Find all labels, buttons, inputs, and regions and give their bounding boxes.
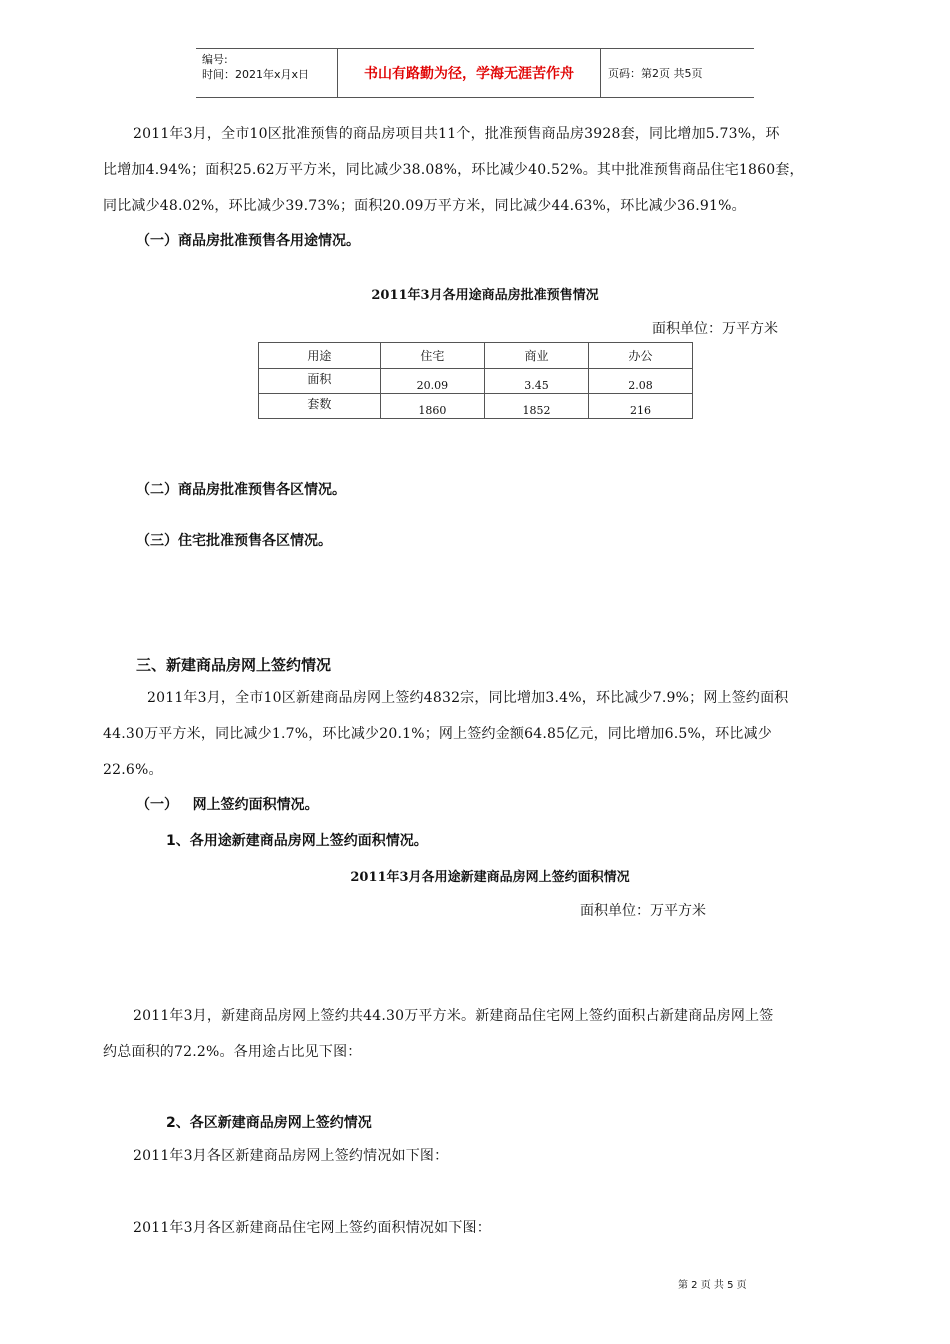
header-page: 页码：第2页 共5页 <box>608 67 703 80</box>
table-cell: 1860 <box>380 394 484 419</box>
sub1-2-heading: 2、各区新建商品房网上签约情况 <box>166 1115 372 1131</box>
table-cell: 1852 <box>484 394 588 419</box>
intro-paragraph <box>103 116 863 224</box>
table-cell: 面积 <box>259 369 381 394</box>
table-title: 2011年3月各用途商品房批准预售情况 <box>371 288 599 303</box>
table-cell: 216 <box>589 394 693 419</box>
presale-table <box>258 342 693 419</box>
table-header-cell: 办公 <box>589 343 693 369</box>
section1-heading: （一）商品房批准预售各用途情况。 <box>136 233 360 249</box>
table-header-cell: 用途 <box>259 343 381 369</box>
section3-heading: （三）住宅批准预售各区情况。 <box>136 533 332 549</box>
intro-line-2: 比增加4.94%；面积25.62万平方米，同比减少38.08%，环比减少40.52%。其中批准预售商品住宅1860套， <box>103 162 804 178</box>
part3-line-3: 22.6%。 <box>103 762 163 778</box>
section2-heading: （二）商品房批准预售各区情况。 <box>136 482 346 498</box>
table-cell: 套数 <box>259 394 381 419</box>
part3-line-2: 44.30万平方米，同比减少1.7%，环比减少20.1%；网上签约金额64.85亿元，同比增加6.5%，环比减少 <box>103 726 772 742</box>
table-row <box>259 394 693 419</box>
table-cell: 3.45 <box>484 369 588 394</box>
intro-line-1: 2011年3月，全市10区批准预售的商品房项目共11个，批准预售商品房3928套，同比增加5.73%，环 <box>133 126 780 142</box>
table-row <box>259 369 693 394</box>
area-line-2: 约总面积的72.2%。各用途占比见下图： <box>103 1044 362 1060</box>
page-footer: 第 2 页 共 5 页 <box>678 1280 747 1291</box>
time-label: 时间：2021年x月x日 <box>202 68 310 81</box>
table-header-cell: 商业 <box>484 343 588 369</box>
sub1-1-heading: 1、各用途新建商品房网上签约面积情况。 <box>166 833 428 849</box>
part3-paragraph <box>103 680 863 788</box>
header-motto: 书山有路勤为径，学海无涯苦作舟 <box>338 49 601 97</box>
table-header-cell: 住宅 <box>380 343 484 369</box>
part3-heading: 三、新建商品房网上签约情况 <box>136 656 332 674</box>
sub1-1-unit: 面积单位：万平方米 <box>580 903 706 919</box>
number-label: 编号: <box>202 53 228 66</box>
sub1-3-line: 2011年3月各区新建商品住宅网上签约面积情况如下图： <box>133 1220 491 1236</box>
sub1-heading: （一） 网上签约面积情况。 <box>136 797 319 813</box>
table-cell: 20.09 <box>380 369 484 394</box>
sub1-2-line: 2011年3月各区新建商品房网上签约情况如下图： <box>133 1148 449 1164</box>
table-header-row <box>259 343 693 369</box>
header-meta <box>196 49 338 97</box>
table-cell: 2.08 <box>589 369 693 394</box>
table-unit: 面积单位：万平方米 <box>652 321 778 337</box>
sub1-1-title: 2011年3月各用途新建商品房网上签约面积情况 <box>350 870 630 885</box>
intro-line-3: 同比减少48.02%，环比减少39.73%；面积20.09万平方米，同比减少44.63%，环比减少36.91%。 <box>103 198 746 214</box>
area-line-1: 2011年3月，新建商品房网上签约共44.30万平方米。新建商品住宅网上签约面积占新建商品房网上签 <box>133 1008 774 1024</box>
page-header <box>196 48 754 98</box>
area-paragraph <box>103 998 863 1070</box>
part3-line-1: 2011年3月，全市10区新建商品房网上签约4832宗，同比增加3.4%，环比减少7.9%；网上签约面积 <box>147 690 789 706</box>
